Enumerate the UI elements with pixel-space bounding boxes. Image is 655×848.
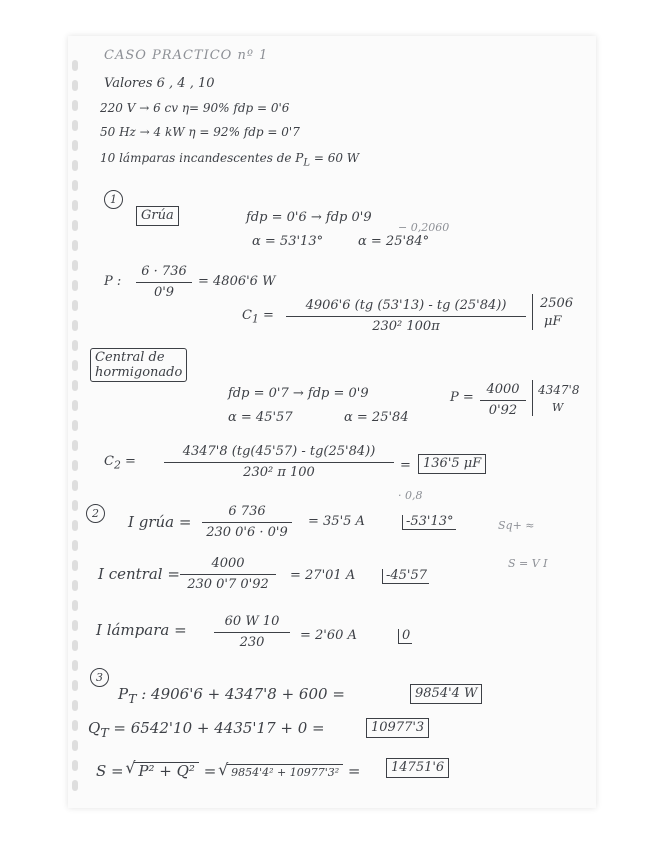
binding-hole [72, 200, 78, 211]
notebook-page [68, 36, 596, 808]
p2-result-value: 4347'8 [538, 383, 580, 397]
binding-hole [72, 300, 78, 311]
bleed-text: − 0,2060 [398, 221, 450, 234]
bleed-text: S = V I [508, 557, 548, 570]
binding-hole [72, 380, 78, 391]
i-central-label: I central = [98, 565, 180, 583]
binding-hole [72, 540, 78, 551]
notebook-binding-holes [72, 60, 84, 800]
p-label: P : [104, 274, 122, 289]
i-central-fraction: $\frac{4000}{230 0'7 0'92}$ [180, 556, 276, 593]
binding-hole [72, 140, 78, 151]
c2-result: 136'5 μF [418, 454, 486, 474]
binding-hole [72, 100, 78, 111]
c2-equals: = [400, 458, 411, 473]
binding-hole [72, 260, 78, 271]
binding-hole [72, 500, 78, 511]
binding-hole [72, 620, 78, 631]
binding-hole [72, 220, 78, 231]
qt-line: $Q_T = 6542'10 + 4435'17 + 0$ = [88, 719, 325, 740]
i-lampara-fraction: $\frac{60 W 10}{230}$ [214, 614, 290, 651]
binding-hole [72, 400, 78, 411]
i-grua-result: = 35'5 A [308, 514, 365, 529]
binding-hole [72, 320, 78, 331]
grua-label: Grúa [136, 206, 179, 226]
c1-label: $C_1$ = [242, 308, 274, 326]
p2-label: P = [450, 390, 474, 405]
binding-hole [72, 440, 78, 451]
i-central-result: = 27'01 A [290, 568, 356, 583]
binding-hole [72, 480, 78, 491]
alpha-2: α = 25'84° [358, 234, 430, 249]
binding-hole [72, 580, 78, 591]
central-label: Central de hormigonado [90, 348, 187, 382]
binding-hole [72, 180, 78, 191]
fdp-change-2: fdp = 0'7 → fdp = 0'9 [228, 386, 369, 401]
fdp-change: fdp = 0'6 → fdp 0'9 [246, 210, 372, 225]
binding-hole [72, 520, 78, 531]
bleed-text: Sq+ ≈ [498, 519, 535, 532]
spec-line-50: 50 Hz → 4 kW η = 92% fdp = 0'7 [100, 125, 300, 139]
binding-hole [72, 60, 78, 71]
binding-hole [72, 80, 78, 91]
i-central-angle: -45'57 [382, 568, 429, 584]
section-2-marker: 2 [86, 504, 105, 523]
c2-label: $C_2$ = [104, 454, 136, 472]
alpha-4: α = 25'84 [344, 410, 409, 425]
pt-line: $P_T$ : 4906'6 + 4347'8 + 600 = [118, 685, 345, 706]
i-grua-angle: -53'13° [402, 514, 456, 530]
values-line: Valores 6 , 4 , 10 [104, 76, 215, 91]
page-title: CASO PRACTICO nº 1 [104, 48, 269, 63]
binding-hole [72, 780, 78, 791]
spec-line-220: 220 V → 6 cv η= 90% fdp = 0'6 [100, 101, 290, 115]
i-grua-fraction: $\frac{6 736}{230 0'6 \cdot 0'9}$ [202, 504, 292, 541]
section-1-marker: 1 [104, 190, 123, 209]
c2-fraction: $\frac{4347'8 (tg(45'57) - tg(25'84))}{\text{230² π 100}}$ [164, 444, 394, 481]
binding-hole [72, 280, 78, 291]
c1-result-unit: μF [544, 314, 562, 329]
binding-hole [72, 460, 78, 471]
binding-hole [72, 740, 78, 751]
binding-hole [72, 600, 78, 611]
binding-hole [72, 120, 78, 131]
bleed-text: · 0,8 [398, 489, 423, 502]
binding-hole [72, 760, 78, 771]
binding-hole [72, 700, 78, 711]
i-lampara-result: = 2'60 A [300, 628, 357, 643]
binding-hole [72, 360, 78, 371]
p-result: = 4806'6 W [198, 274, 276, 289]
s-result: 14751'6 [386, 758, 449, 778]
section-3-marker: 3 [90, 668, 109, 687]
lamps-line: 10 lámparas incandescentes de $P_L = 60$ W [100, 151, 360, 169]
binding-hole [72, 720, 78, 731]
alpha-1: α = 53'13° [252, 234, 324, 249]
i-lampara-angle: 0 [398, 628, 412, 644]
binding-hole [72, 420, 78, 431]
i-lampara-label: I lámpara = [96, 621, 187, 639]
binding-hole [72, 640, 78, 651]
p-fraction: $\frac{6 \cdot 736}{0'9}$ [136, 264, 192, 301]
i-grua-label: I grúa = [128, 513, 192, 531]
pt-result: 9854'4 W [410, 684, 482, 704]
p2-fraction: $\frac{4000}{0'92}$ [480, 382, 526, 419]
binding-hole [72, 560, 78, 571]
binding-hole [72, 680, 78, 691]
c1-fraction: $\frac{4906'6 (tg (53'13) - tg (25'84))}{\text{230² 100π}}$ [286, 298, 526, 335]
qt-result: 10977'3 [366, 718, 429, 738]
binding-hole [72, 240, 78, 251]
binding-hole [72, 340, 78, 351]
s-line: S = √ P² + Q² = √ 9854'4² + 10977'3² = [96, 762, 361, 781]
c1-result-value: 2506 [540, 296, 574, 311]
p2-result-unit: W [552, 401, 564, 414]
binding-hole [72, 660, 78, 671]
alpha-3: α = 45'57 [228, 410, 293, 425]
binding-hole [72, 160, 78, 171]
